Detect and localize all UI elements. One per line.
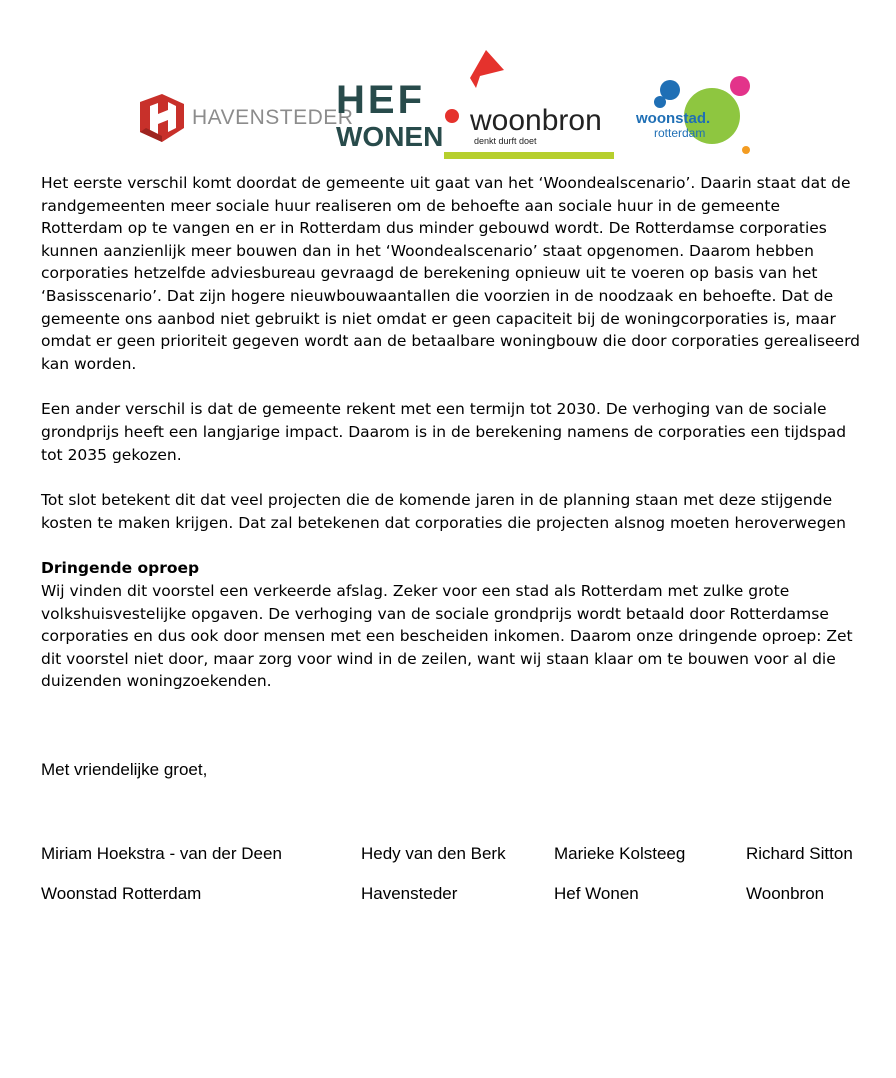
signatory-org: Hef Wonen <box>554 884 639 903</box>
paragraph: Een ander verschil is dat de gemeente rekent met een termijn tot 2030. De verhoging van de sociale grondprijs heeft een langjarige impact. Daarom is in de berekening namens de corporaties een tijdspad tot 2035 gekozen. <box>41 400 847 464</box>
closing-greeting: Met vriendelijke groet, <box>41 760 208 779</box>
paragraph: Tot slot betekent dit dat veel projecten die de komende jaren in de planning staan met deze stijgende kosten te maken krijgen. Dat zal betekenen dat corporaties die projecten alsnog moeten heroverwegen <box>41 491 846 532</box>
signatory-name: Richard Sitton <box>746 844 853 863</box>
section-heading: Dringende oproep <box>41 559 200 578</box>
signatory-org: Woonstad Rotterdam <box>41 884 202 903</box>
woonbron-wordmark: woonbron <box>470 104 602 137</box>
woonstad-city: rotterdam <box>654 126 706 140</box>
woonstad-logo <box>636 66 756 156</box>
havensteder-wordmark: HAVENSTEDER <box>192 106 354 129</box>
hef-wordmark: HEF <box>336 78 425 122</box>
woonstad-wordmark: woonstad. <box>636 110 711 127</box>
woonbron-tagline: denkt durft doet <box>474 136 537 146</box>
signatory-org: Havensteder <box>361 884 458 903</box>
havensteder-h-icon <box>136 92 188 144</box>
paragraph: Wij vinden dit voorstel een verkeerde afslag. Zeker voor een stad als Rotterdam met zulke grote volkshuisvestelijke opgaven. De verhoging van de sociale grondprijs wordt betaald door Rotterdamse corporaties en dus ook door mensen met een bescheiden inkomen. Daarom onze dringende oproep: Zet dit voorstel niet door, maar zorg voor wind in de zeilen, want wij staan klaar om te bouwen voor al die duizenden woningzoekenden. <box>41 581 853 691</box>
hef-wonen-logo <box>336 78 444 152</box>
letter-body <box>41 172 863 693</box>
wonen-wordmark: WONEN <box>336 121 444 152</box>
paragraph: Het eerste verschil komt doordat de gemeente uit gaat van het ‘Woondealscenario’. Daarin staat dat de randgemeenten meer sociale huur realiseren om de behoefte aan sociale huur in de gemeente Rotterdam op te vangen en er in Rotterdam dus minder gebouwd wordt. De Rotterdamse corporaties kunnen aanzienlijk meer bouwen dan in het ‘Woondealscenario’ staat opgenomen. Daarom hebben corporaties hetzelfde adviesbureau gevraagd de berekening opnieuw uit te voeren op basis van het ‘Basisscenario’. Dat zijn hogere nieuwbouwaantallen die voorzien in de noodzaak en behoefte. Dat de gemeente ons aanbod niet gebruikt is niet omdat er geen capaciteit bij de woningcorporaties is, maar omdat er geen prioriteit gegeven wordt aan de betaalbare woningbouw die door corporaties gerealiseerd kan worden. <box>41 174 861 373</box>
signatory-name: Hedy van den Berk <box>361 844 506 863</box>
signatory-name: Marieke Kolsteeg <box>554 844 686 863</box>
logo-bar <box>0 48 896 163</box>
signatory-name: Miriam Hoekstra - van der Deen <box>41 844 282 863</box>
woonbron-logo <box>442 48 614 162</box>
havensteder-logo <box>136 92 354 144</box>
signatory-org: Woonbron <box>746 884 825 903</box>
woonbron-underline <box>444 152 614 159</box>
